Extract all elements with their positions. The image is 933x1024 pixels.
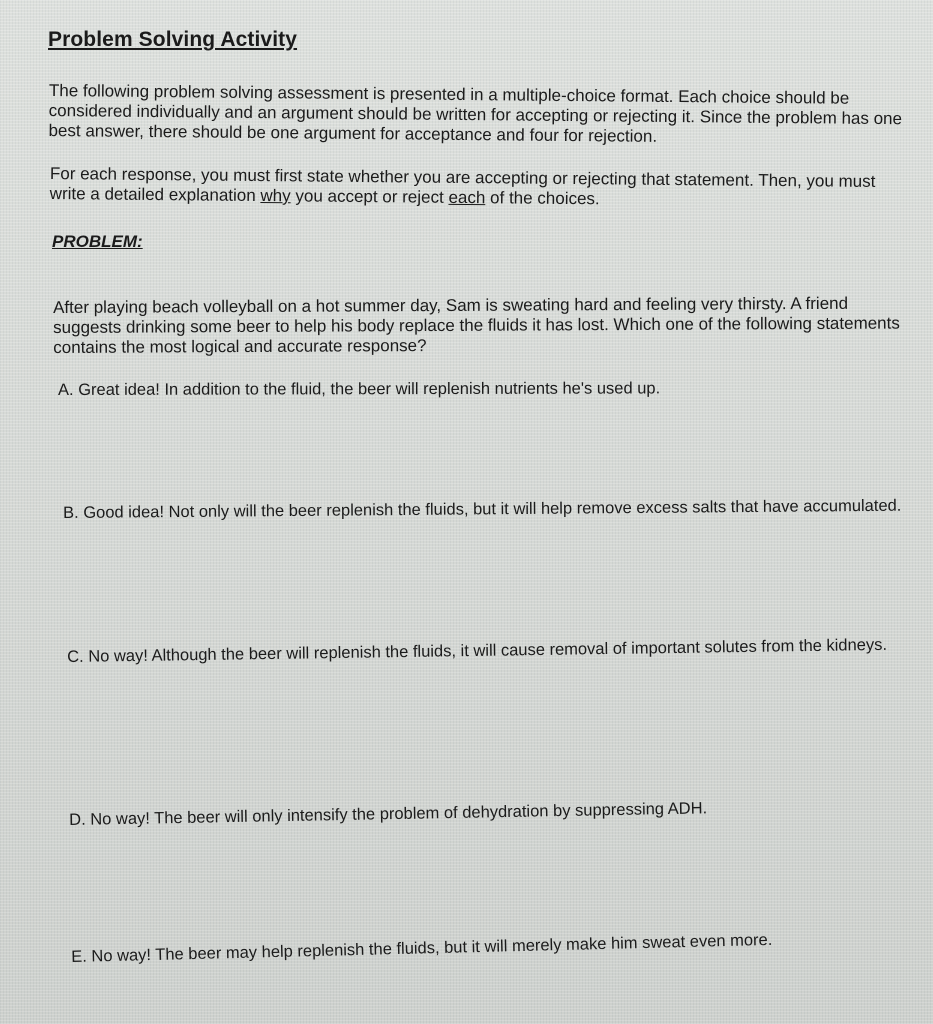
choice-e — [71, 927, 901, 967]
problem-heading: PROBLEM: — [52, 232, 143, 251]
choice-letter: C. — [67, 647, 84, 666]
problem-question: After playing beach volleyball on a hot summer day, Sam is sweating hard and feeling very thirsty. A friend suggests drinking some beer to help his body replace the fluids it has lost. Which one of the following statements contains the most logical and accurate response? — [53, 293, 900, 357]
page-title: Problem Solving Activity — [48, 28, 298, 51]
choice-letter: D. — [69, 810, 86, 829]
instructions-text-part-2: you accept or reject — [290, 186, 449, 207]
choice-d — [69, 795, 899, 830]
choice-a — [58, 378, 878, 400]
choice-text: Great idea! In addition to the fluid, the beer will replenish nutrients he's used up. — [78, 379, 661, 399]
choice-text: No way! The beer will only intensify the problem of dehydration by suppressing ADH. — [90, 799, 708, 829]
response-instructions-paragraph — [50, 164, 910, 212]
choice-b — [63, 495, 925, 523]
choice-letter: B. — [63, 503, 79, 522]
instructions-paragraph: The following problem solving assessment is presented in a multiple-choice format. Each choice should be considered individually and an argument should be written for accepting or rejecting it. Since the problem has one best answer, there should be one argument for acceptance and four for rejection. — [48, 81, 903, 146]
instructions-text-part-1: For each response, you must first state whether you are accepting or rejecting that statement. Then, you must write a detailed explanation — [49, 164, 876, 206]
choice-text: Good idea! Not only will the beer replenish the fluids, but it will help remove excess salts that have accumulated. — [83, 496, 902, 522]
choice-letter: A. — [58, 380, 74, 399]
emphasis-each: each — [448, 187, 486, 208]
choice-c — [67, 634, 921, 667]
choice-text: No way! The beer may help replenish the fluids, but it will merely make him sweat even more. — [91, 930, 773, 966]
emphasis-why: why — [260, 186, 291, 206]
choice-letter: E. — [71, 947, 88, 966]
choice-text: No way! Although the beer will replenish the fluids, it will cause removal of important solutes from the kidneys. — [88, 635, 888, 666]
instructions-text-part-3: of the choices. — [485, 188, 600, 209]
